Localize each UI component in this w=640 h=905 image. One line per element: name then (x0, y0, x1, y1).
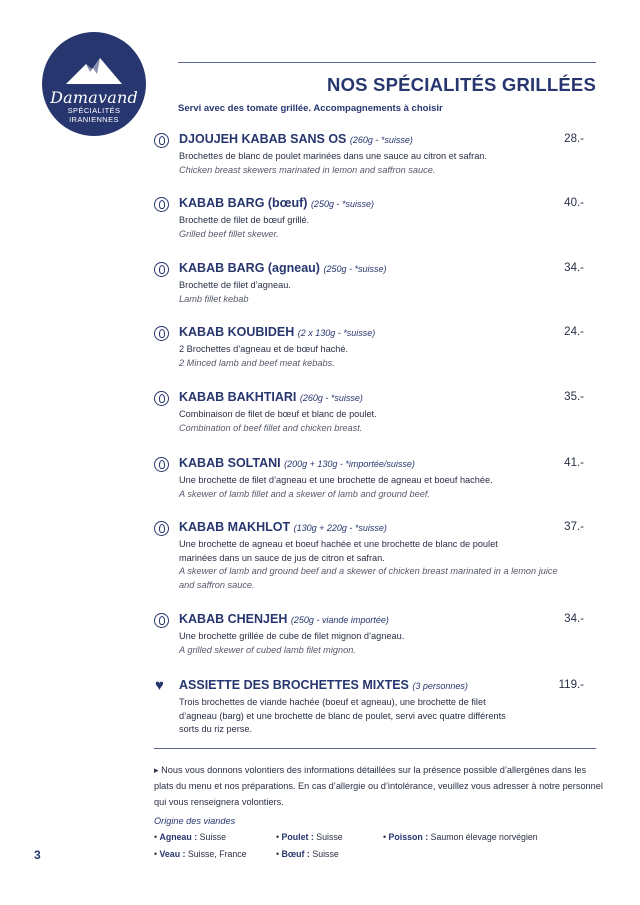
item-name (179, 678, 468, 692)
grill-icon (154, 326, 169, 341)
item-description (179, 214, 574, 241)
item-description (179, 408, 574, 435)
item-detail: (200g + 130g - *importée/suisse) (284, 459, 415, 469)
item-price: 28.- (564, 133, 584, 145)
origin-label: Poisson : (388, 832, 429, 842)
item-description-fr: Une brochette grillée de cube de filet mignon d’agneau. (179, 631, 405, 641)
item-description-fr: Combinaison de filet de bœuf et blanc de poulet. (179, 409, 377, 419)
grill-icon (154, 197, 169, 212)
item-description (179, 474, 574, 501)
logo-subtitle-line-1: SPÉCIALITÉS (67, 106, 121, 115)
origin-item: • Bœuf : Suisse (276, 849, 339, 859)
origin-label: Bœuf : (281, 849, 310, 859)
grill-icon (154, 133, 169, 148)
item-detail: (2 x 130g - *suisse) (297, 328, 376, 338)
item-detail: (3 personnes) (412, 681, 468, 691)
item-description-en: A grilled skewer of cubed lamb filet mignon. (179, 644, 356, 655)
origin-item: • Poisson : Saumon élevage norvégien (383, 832, 538, 842)
item-price: 35.- (564, 391, 584, 403)
origin-label: Agneau : (159, 832, 198, 842)
mountain-icon (64, 54, 124, 86)
grill-icon (154, 613, 169, 628)
grill-icon (154, 391, 169, 406)
item-description (179, 343, 574, 370)
item-description-en: Chicken breast skewers marinated in lemon and saffron sauce. (179, 164, 436, 175)
footer-divider (154, 748, 596, 749)
item-description-en: A skewer of lamb and ground beef and a skewer of chicken breast marinated in a lemon juice and saffron sauce. (179, 566, 558, 590)
item-name (179, 612, 389, 626)
item-price: 41.- (564, 457, 584, 469)
item-title: KABAB CHENJEH (179, 612, 288, 626)
item-title: KABAB SOLTANI (179, 456, 281, 470)
item-price: 34.- (564, 613, 584, 625)
item-description (179, 630, 574, 657)
origin-label: Poulet : (281, 832, 314, 842)
origin-title: Origine des viandes (154, 816, 236, 826)
item-description-en: Combination of beef fillet and chicken breast. (179, 422, 363, 433)
origin-value: Suisse, France (187, 849, 247, 859)
item-detail: (250g - *suisse) (310, 199, 374, 209)
grill-icon (154, 457, 169, 472)
logo-subtitle (42, 106, 146, 124)
item-price: 37.- (564, 521, 584, 533)
item-name (179, 325, 375, 339)
item-price: 24.- (564, 326, 584, 338)
item-detail: (260g - *suisse) (349, 135, 413, 145)
item-name (179, 196, 374, 210)
item-name (179, 520, 387, 534)
item-description-fr: Trois brochettes de viande hachée (boeuf et agneau), une brochette de filet d’agneau (barg) et une brochette de blanc de poulet, servi avec quatre différents sorts du riz perse. (179, 697, 506, 734)
header-divider (178, 62, 596, 63)
logo-subtitle-line-2: IRANIENNES (69, 115, 119, 124)
item-description (179, 538, 558, 592)
item-detail: (250g - viande importée) (290, 615, 389, 625)
item-description-fr: Brochette de filet d’agneau. (179, 280, 291, 290)
item-title: KABAB MAKHLOT (179, 520, 291, 534)
item-description-en: 2 Minced lamb and beef meat kebabs. (179, 357, 335, 368)
origin-item: • Veau : Suisse, France (154, 849, 247, 859)
origin-value: Suisse (312, 849, 339, 859)
item-description-fr: Brochettes de blanc de poulet marinées dans une sauce au citron et safran. (179, 151, 487, 161)
item-price: 34.- (564, 262, 584, 274)
grill-icon (154, 262, 169, 277)
item-name (179, 261, 387, 275)
grill-icon (154, 521, 169, 536)
item-description-fr: Brochette de filet de bœuf grillé. (179, 215, 310, 225)
item-title: KABAB BARG (agneau) (179, 261, 320, 275)
item-description-fr: 2 Brochettes d’agneau et de bœuf haché. (179, 344, 349, 354)
item-title: DJOUJEH KABAB SANS OS (179, 132, 347, 146)
item-description (179, 279, 574, 306)
item-description-en: Grilled beef fillet skewer. (179, 228, 279, 239)
item-name (179, 132, 413, 146)
origin-value: Suisse (199, 832, 227, 842)
origin-value: Saumon élevage norvégien (430, 832, 538, 842)
item-description-fr: Une brochette de agneau et boeuf hachée et une brochette de blanc de poulet marinées dans un sauce de jus de citron et safran. (179, 539, 498, 563)
item-description (179, 696, 519, 737)
origin-item: • Poulet : Suisse (276, 832, 343, 842)
page-subtitle: Servi avec des tomate grillée. Accompagnements à choisir (178, 103, 443, 114)
restaurant-logo (42, 32, 146, 136)
page-number: 3 (34, 848, 41, 862)
origin-value: Suisse (316, 832, 343, 842)
page-title: NOS SPÉCIALITÉS GRILLÉES (327, 74, 596, 95)
item-description (179, 150, 574, 177)
origin-item: • Agneau : Suisse (154, 832, 227, 842)
item-detail: (130g + 220g - *suisse) (293, 523, 387, 533)
item-description-en: Lamb fillet kebab (179, 293, 249, 304)
item-description-fr: Une brochette de filet d’agneau et une brochette de agneau et boeuf hachée. (179, 475, 493, 485)
item-title: ASSIETTE DES BROCHETTES MIXTES (179, 678, 409, 692)
item-title: KABAB KOUBIDEH (179, 325, 295, 339)
item-name (179, 390, 363, 404)
item-detail: (260g - *suisse) (299, 393, 363, 403)
heart-icon: ♥ (155, 677, 164, 694)
logo-brand: Damavand (50, 88, 138, 107)
item-title: KABAB BAKHTIARI (179, 390, 297, 404)
allergen-notice: ▸ Nous vous donnons volontiers des informations détaillées sur la présence possible d’allergènes dans les plats du menu et nos préparations. En cas d’allergie ou d’intolérance, veuillez vous adresser à notre personnel qui vous renseignera volontiers. (154, 765, 603, 807)
origin-label: Veau : (159, 849, 186, 859)
item-description-en: A skewer of lamb fillet and a skewer of lamb and ground beef. (179, 488, 430, 499)
item-title: KABAB BARG (bœuf) (179, 196, 308, 210)
item-price: 119.- (558, 679, 584, 691)
item-price: 40.- (564, 197, 584, 209)
item-name (179, 456, 415, 470)
item-detail: (250g - *suisse) (323, 264, 387, 274)
